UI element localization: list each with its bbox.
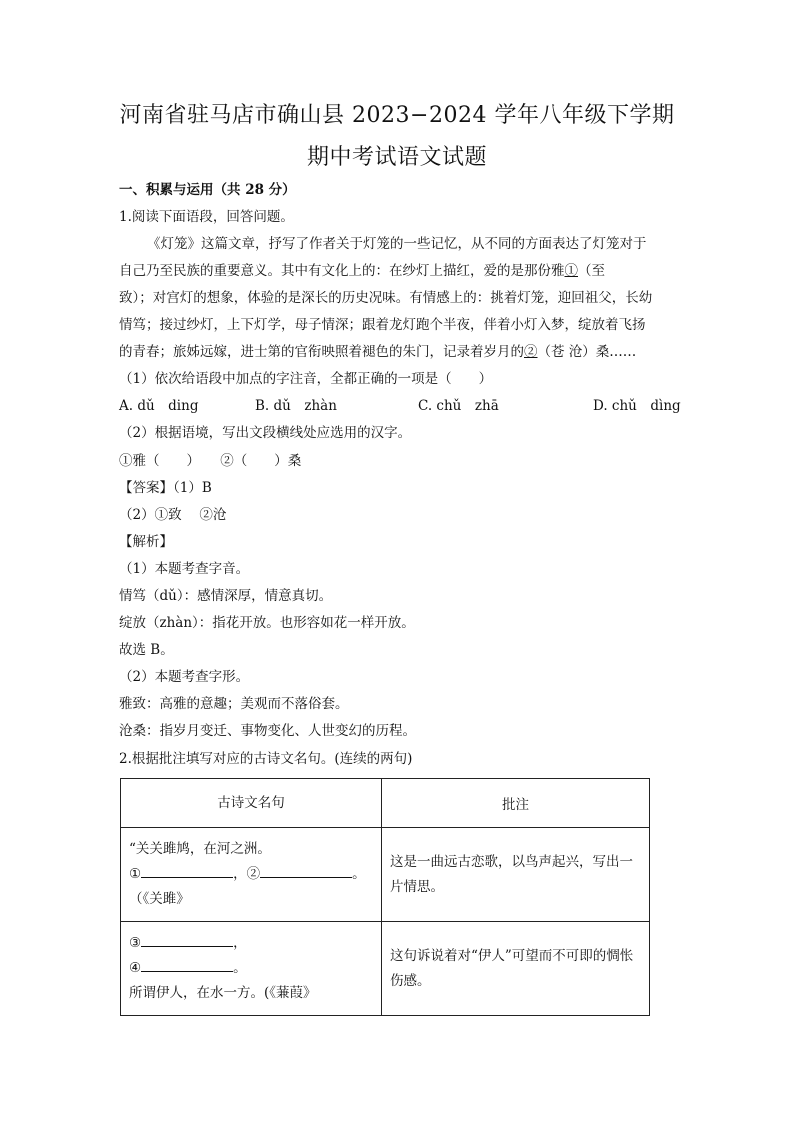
table-header: 批注 (382, 779, 650, 828)
analysis-line: （2）本题考查字形。 (119, 669, 250, 685)
answer-line-1: 【答案】（1）B (119, 480, 212, 496)
fill-blank[interactable] (141, 957, 233, 972)
table-row (121, 828, 650, 922)
poem-fill-line (129, 956, 373, 981)
fill-blank[interactable] (141, 863, 233, 878)
passage-line: 致）；对宫灯的想象，体验的是深长的历史况味。有情感上的：挑着灯笼，迎回祖父，长幼 (119, 290, 653, 306)
poem-source: （《关雎》 (129, 891, 190, 907)
sub-question-1: （1）依次给语段中加点的字注音，全都正确的一项是（ ） (119, 371, 493, 387)
exam-title-line2: 期中考试语文试题 (306, 145, 487, 170)
passage-line: 《灯笼》这篇文章，抒写了作者关于灯笼的一些记忆，从不同的方面表达了灯笼对于 (147, 236, 647, 252)
passage-line (119, 261, 605, 281)
analysis-line: 雅致：高雅的意趣；美观而不落俗套。 (119, 696, 349, 712)
option-b: B. dǔ zhàn (255, 398, 337, 414)
option-a: A. dǔ ding (119, 398, 199, 414)
section-heading: 一、积累与运用（共 28 分） (119, 182, 296, 198)
analysis-heading: 【解析】 (119, 534, 173, 550)
poem-line: “关关雎鸠，在河之洲。 (129, 841, 271, 857)
analysis-line: 情笃（dǔ）：感情深厚，情意真切。 (119, 588, 333, 604)
exam-title-line1: 河南省驻马店市确山县 2023−2024 学年八年级下学期 (119, 103, 675, 128)
option-d: D. chǔ dìng (593, 398, 681, 414)
table-header-row (121, 779, 650, 828)
poem-fill-line (129, 931, 373, 956)
fill-blank[interactable] (260, 863, 352, 878)
analysis-line: 绽放（zhàn）：指花开放。也形容如花一样开放。 (119, 615, 415, 631)
answer-line-2: （2）①致 ②沧 (119, 507, 227, 523)
sub-question-2: （2）根据语境，写出文段横线处应选用的汉字。 (119, 425, 412, 441)
note-cell: 这句诉说着对“伊人”可望而不可即的惆怅伤感。 (382, 922, 650, 1016)
note-cell: 这是一曲远古恋歌，以鸟声起兴，写出一片情思。 (382, 828, 650, 922)
fill-end: 。 (233, 960, 247, 976)
sub-question-2-blanks: ①雅（ ） ②（ ）桑 (119, 453, 302, 469)
passage-line (119, 342, 636, 362)
option-c: C. chǔ zhā (418, 398, 499, 414)
fill-separator: ， (233, 866, 247, 882)
fill-marker: ② (246, 866, 261, 882)
passage-text: 的青春；旅姊远嫁，进士第的官衔映照着褪色的朱门，记录着岁月的 (119, 344, 524, 360)
analysis-line: 故选 B。 (119, 642, 174, 658)
poem-table (120, 778, 650, 1016)
fill-separator: ， (233, 935, 247, 951)
analysis-line: 沧桑：指岁月变迁、事物变化、人世变幻的历程。 (119, 723, 416, 739)
passage-line: 情笃；接过纱灯，上下灯学，母子情深；跟着龙灯跑个半夜，伴着小灯入梦，绽放着飞扬 (119, 317, 646, 333)
fill-blank[interactable] (141, 932, 233, 947)
fill-marker: ③ (129, 935, 142, 951)
question-1-stem: 1.阅读下面语段，回答问题。 (119, 209, 294, 225)
fill-end: 。 (352, 866, 366, 882)
table-row (121, 922, 650, 1016)
blank-marker-1: ① (564, 263, 578, 279)
poem-cell (121, 828, 382, 922)
poem-cell (121, 922, 382, 1016)
blank-hint-2: （苍 沧）桑…… (537, 344, 637, 360)
blank-hint-1: （至 (578, 263, 605, 279)
question-2-stem: 2.根据批注填写对应的古诗文名句。(连续的两句) (119, 751, 413, 767)
poem-fill-line (129, 862, 373, 887)
blank-marker-2: ② (524, 344, 538, 360)
passage-text: 自己乃至民族的重要意义。其中有文化上的：在纱灯上描红，爱的是那份雅 (119, 263, 565, 279)
table-header: 古诗文名句 (121, 779, 382, 828)
poem-line: 所谓伊人，在水一方。(《蒹葭》 (129, 985, 317, 1001)
analysis-line: （1）本题考查字音。 (119, 561, 250, 577)
fill-marker: ① (129, 866, 142, 882)
fill-marker: ④ (129, 960, 142, 976)
